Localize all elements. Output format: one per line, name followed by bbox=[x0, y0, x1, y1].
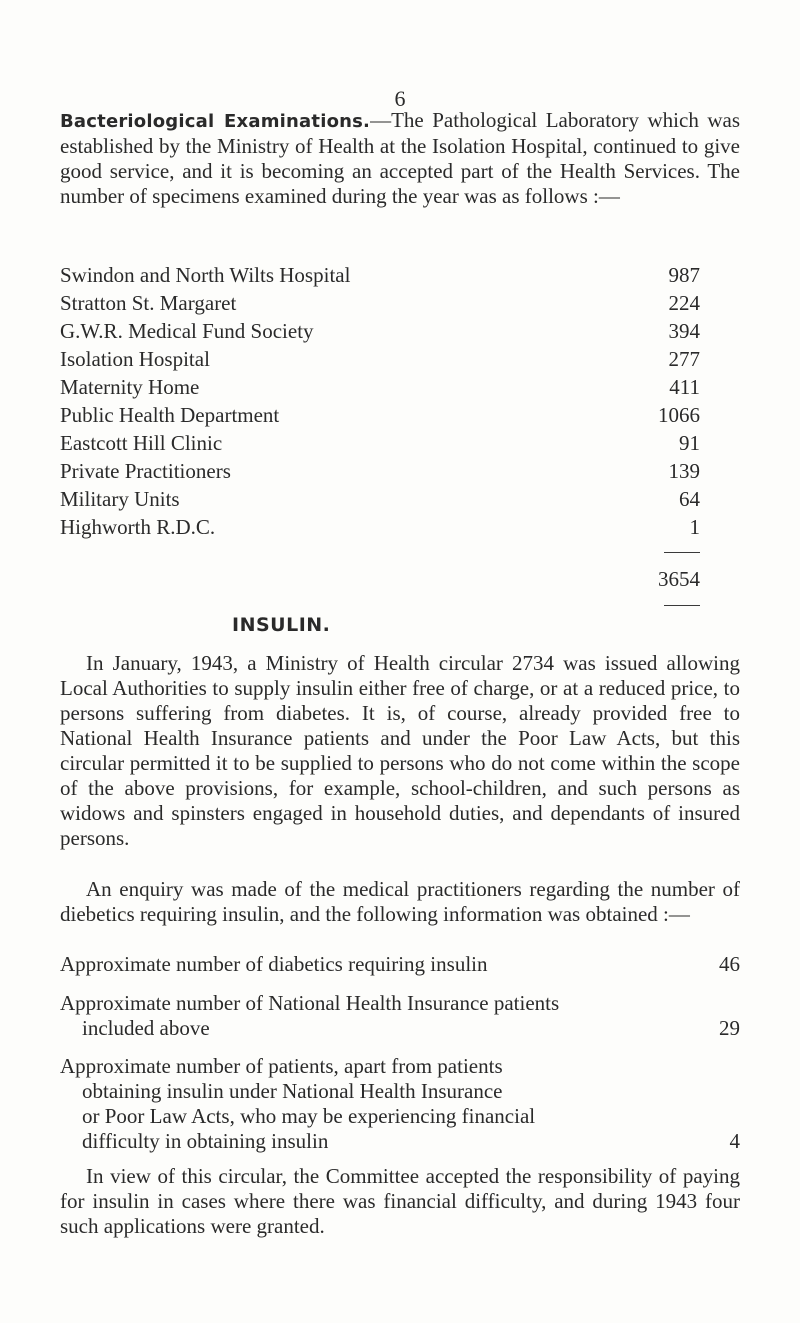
stat-item bbox=[60, 1054, 740, 1154]
table-row bbox=[60, 375, 700, 403]
row-value: 394 bbox=[668, 319, 700, 343]
total-row bbox=[600, 567, 700, 595]
row-value: 1 bbox=[689, 515, 700, 539]
row-name: Maternity Home bbox=[60, 375, 200, 399]
row-name: Private Practitioners bbox=[60, 459, 231, 483]
row-name: Isolation Hospital bbox=[60, 347, 210, 371]
table-row bbox=[60, 487, 700, 515]
table-row bbox=[60, 403, 700, 431]
total-rule-top bbox=[664, 552, 700, 553]
bacteriology-intro: —The Pathological Laboratory which was established by the Ministry of Health at the Isolation Hospital, continued to give good service, and it is becoming an accepted part of the Health Services. The number of specimens examined during the year was as follows :— bbox=[60, 108, 740, 208]
row-value: 411 bbox=[669, 375, 700, 399]
row-value: 64 bbox=[679, 487, 700, 511]
stat-value: 46 bbox=[719, 952, 740, 976]
table-row bbox=[60, 291, 700, 319]
row-name: Military Units bbox=[60, 487, 180, 511]
row-value: 91 bbox=[679, 431, 700, 455]
page-number: 6 bbox=[394, 86, 406, 111]
bacteriology-paragraph bbox=[60, 108, 740, 209]
total-rule-bottom bbox=[664, 605, 700, 606]
stat-label: Approximate number of patients, apart from patients bbox=[60, 1054, 503, 1078]
table-row bbox=[60, 459, 700, 487]
stat-label-cont: difficulty in obtaining insulin bbox=[82, 1129, 329, 1153]
table-row bbox=[60, 319, 700, 347]
specimens-table bbox=[60, 263, 700, 591]
insulin-title: INSULIN. bbox=[232, 614, 331, 636]
row-name: Public Health Department bbox=[60, 403, 280, 427]
total-value: 3654 bbox=[658, 567, 700, 591]
row-name: Swindon and North Wilts Hospital bbox=[60, 263, 351, 287]
row-value: 277 bbox=[668, 347, 700, 371]
row-name: Highworth R.D.C. bbox=[60, 515, 216, 539]
insulin-paragraph-2: An enquiry was made of the medical practitioners regarding the number of diebetics requiring insulin, and the following information was obtained :— bbox=[60, 877, 740, 926]
row-value: 1066 bbox=[658, 403, 700, 427]
stat-label: Approximate number of diabetics requiring insulin bbox=[60, 952, 488, 976]
stat-value: 29 bbox=[719, 1016, 740, 1040]
bacteriology-heading: Bacteriological Examinations. bbox=[60, 111, 371, 132]
table-row bbox=[60, 431, 700, 459]
stat-label: Approximate number of National Health Insurance patients bbox=[60, 991, 560, 1015]
row-name: Stratton St. Margaret bbox=[60, 291, 237, 315]
row-value: 987 bbox=[668, 263, 700, 287]
insulin-paragraph-3: In view of this circular, the Committee accepted the responsibility of paying for insulin in cases where there was financial difficulty, and during 1943 four such applications were granted. bbox=[60, 1164, 740, 1238]
row-name: Eastcott Hill Clinic bbox=[60, 431, 223, 455]
stat-item bbox=[60, 991, 740, 1041]
stat-label-cont: or Poor Law Acts, who may be experiencing financial bbox=[82, 1104, 536, 1128]
table-row bbox=[60, 263, 700, 291]
row-value: 224 bbox=[668, 291, 700, 315]
stat-label-cont: obtaining insulin under National Health Insurance bbox=[82, 1079, 503, 1103]
table-row bbox=[60, 347, 700, 375]
row-value: 139 bbox=[668, 459, 700, 483]
stat-item bbox=[60, 952, 740, 977]
stat-label-cont: included above bbox=[82, 1016, 210, 1040]
stat-value: 4 bbox=[729, 1129, 740, 1153]
table-row bbox=[60, 515, 700, 543]
row-name: G.W.R. Medical Fund Society bbox=[60, 319, 314, 343]
insulin-paragraph-1: In January, 1943, a Ministry of Health circular 2734 was issued allowing Local Authorities to supply insulin either free of charge, or at a reduced price, to persons suffering from diabetes. It is, of course, already provided free to National Health Insurance patients and under the Poor Law Acts, but this circular permitted it to be supplied to persons who do not come within the scope of the above provisions, for example, school-children, and such persons as widows and spinsters engaged in household duties, and dependants of insured persons. bbox=[60, 651, 740, 850]
